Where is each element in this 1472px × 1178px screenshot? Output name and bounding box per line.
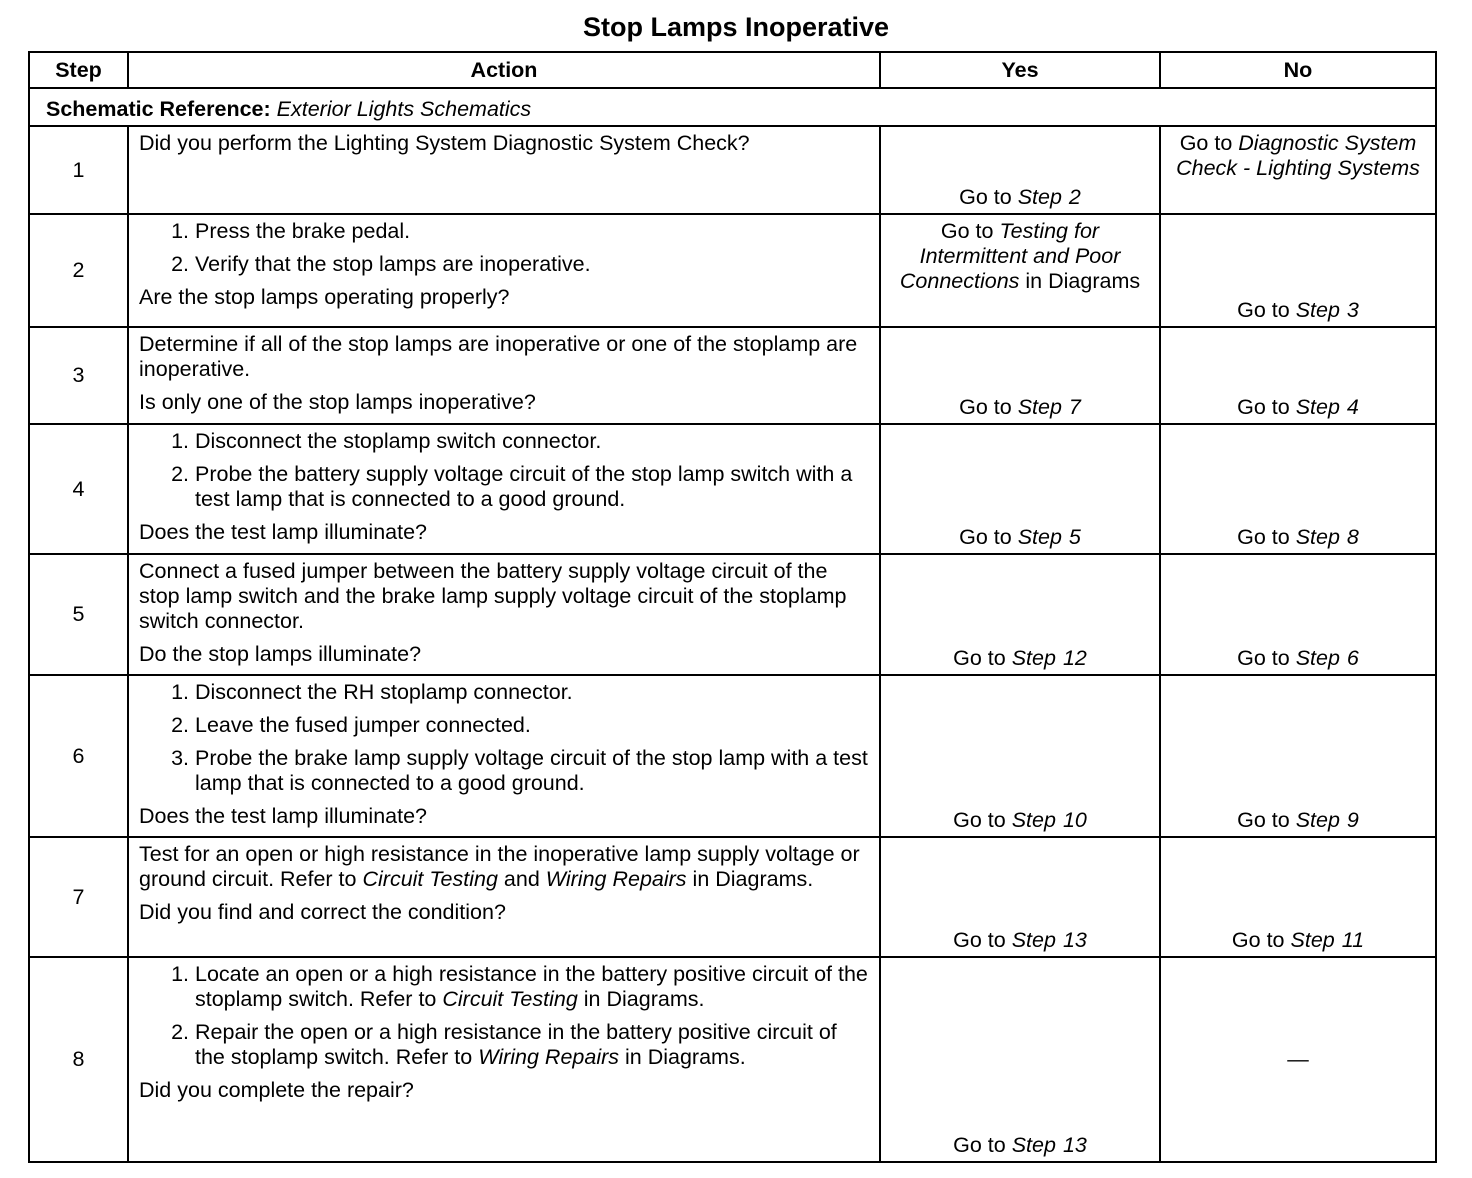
step-number: 3 — [29, 327, 128, 424]
step-question: Does the test lamp illuminate? — [139, 804, 428, 828]
step-question: Did you perform the Lighting System Diagnostic System Check? — [139, 131, 750, 155]
action-item: 1. Disconnect the stoplamp switch connector. — [195, 429, 871, 454]
yes-cell[interactable]: Go to Step 13 — [880, 957, 1160, 1162]
schematic-row — [29, 88, 1436, 126]
no-cell[interactable]: Go to Step 9 — [1160, 675, 1436, 837]
step-question: Does the test lamp illuminate? — [139, 520, 428, 544]
header-row — [29, 52, 1436, 88]
step-number: 1 — [29, 126, 128, 214]
yes-cell[interactable]: Go to Step 12 — [880, 554, 1160, 675]
table-row — [29, 554, 1436, 675]
yes-cell[interactable]: Go to Step 2 — [880, 126, 1160, 214]
no-cell-dash: — — [1160, 957, 1436, 1162]
action-item: 3. Probe the brake lamp supply voltage circuit of the stop lamp with a test lamp that is connected to a good ground. — [195, 746, 871, 796]
yes-cell[interactable]: Go to Step 10 — [880, 675, 1160, 837]
no-cell[interactable]: Go to Step 4 — [1160, 327, 1436, 424]
step-number: 4 — [29, 424, 128, 554]
page-title: Stop Lamps Inoperative — [582, 12, 890, 42]
no-cell[interactable]: Go to Step 11 — [1160, 837, 1436, 957]
action-text: Determine if all of the stop lamps are inoperative or one of the stoplamp are inoperative. — [139, 332, 858, 381]
action-cell — [128, 214, 880, 327]
header-step: Step — [29, 52, 128, 88]
step-number: 7 — [29, 837, 128, 957]
action-cell — [128, 957, 880, 1162]
action-cell — [128, 554, 880, 675]
action-cell — [128, 327, 880, 424]
no-cell[interactable]: Go to Step 8 — [1160, 424, 1436, 554]
action-item: 1. Press the brake pedal. — [195, 219, 871, 244]
table-row — [29, 837, 1436, 957]
table-row — [29, 214, 1436, 327]
step-number: 2 — [29, 214, 128, 327]
table-row — [29, 126, 1436, 214]
schematic-reference — [29, 88, 1436, 126]
step-question: Did you complete the repair? — [139, 1078, 414, 1102]
action-cell — [128, 675, 880, 837]
table-row — [29, 327, 1436, 424]
table-row — [29, 424, 1436, 554]
schematic-link[interactable]: Exterior Lights Schematics — [276, 96, 532, 121]
yes-cell[interactable]: Go to Step 13 — [880, 837, 1160, 957]
action-cell — [128, 424, 880, 554]
step-question: Did you find and correct the condition? — [139, 900, 506, 924]
header-yes: Yes — [880, 52, 1160, 88]
yes-cell[interactable]: Go to Step 5 — [880, 424, 1160, 554]
action-item: 2. Verify that the stop lamps are inoperative. — [195, 252, 871, 277]
step-number: 5 — [29, 554, 128, 675]
action-item: 1. Disconnect the RH stoplamp connector. — [195, 680, 871, 705]
action-text: Test for an open or high resistance in the inoperative lamp supply voltage or ground circuit. Refer to Circuit Testing and Wiring Repairs in Diagrams. — [139, 842, 860, 891]
action-item: 2. Leave the fused jumper connected. — [195, 713, 871, 738]
table-row — [29, 675, 1436, 837]
no-cell[interactable]: Go to Step 3 — [1160, 214, 1436, 327]
action-text: Connect a fused jumper between the battery supply voltage circuit of the stop lamp switch and the brake lamp supply voltage circuit of the stoplamp switch connector. — [139, 559, 847, 633]
no-cell[interactable]: Go to Diagnostic System Check - Lighting Systems — [1160, 126, 1436, 214]
action-item: 1. Locate an open or a high resistance in the battery positive circuit of the stoplamp switch. Refer to Circuit Testing in Diagrams. — [195, 962, 871, 1012]
yes-cell[interactable]: Go to Step 7 — [880, 327, 1160, 424]
step-number: 6 — [29, 675, 128, 837]
diagnostic-table — [28, 51, 1437, 1163]
action-cell — [128, 126, 880, 214]
action-item: 2. Probe the battery supply voltage circuit of the stop lamp switch with a test lamp that is connected to a good ground. — [195, 462, 871, 512]
step-question: Are the stop lamps operating properly? — [139, 285, 510, 309]
no-cell[interactable]: Go to Step 6 — [1160, 554, 1436, 675]
header-no: No — [1160, 52, 1436, 88]
schematic-label: Schematic Reference: — [46, 96, 271, 121]
action-cell — [128, 837, 880, 957]
header-action: Action — [128, 52, 880, 88]
action-item: 2. Repair the open or a high resistance in the battery positive circuit of the stoplamp switch. Refer to Wiring Repairs in Diagrams. — [195, 1020, 871, 1070]
table-row — [29, 957, 1436, 1162]
step-number: 8 — [29, 957, 128, 1162]
yes-cell[interactable]: Go to Testing for Intermittent and Poor Connections in Diagrams — [880, 214, 1160, 327]
step-question: Do the stop lamps illuminate? — [139, 642, 422, 666]
step-question: Is only one of the stop lamps inoperative? — [139, 390, 536, 414]
